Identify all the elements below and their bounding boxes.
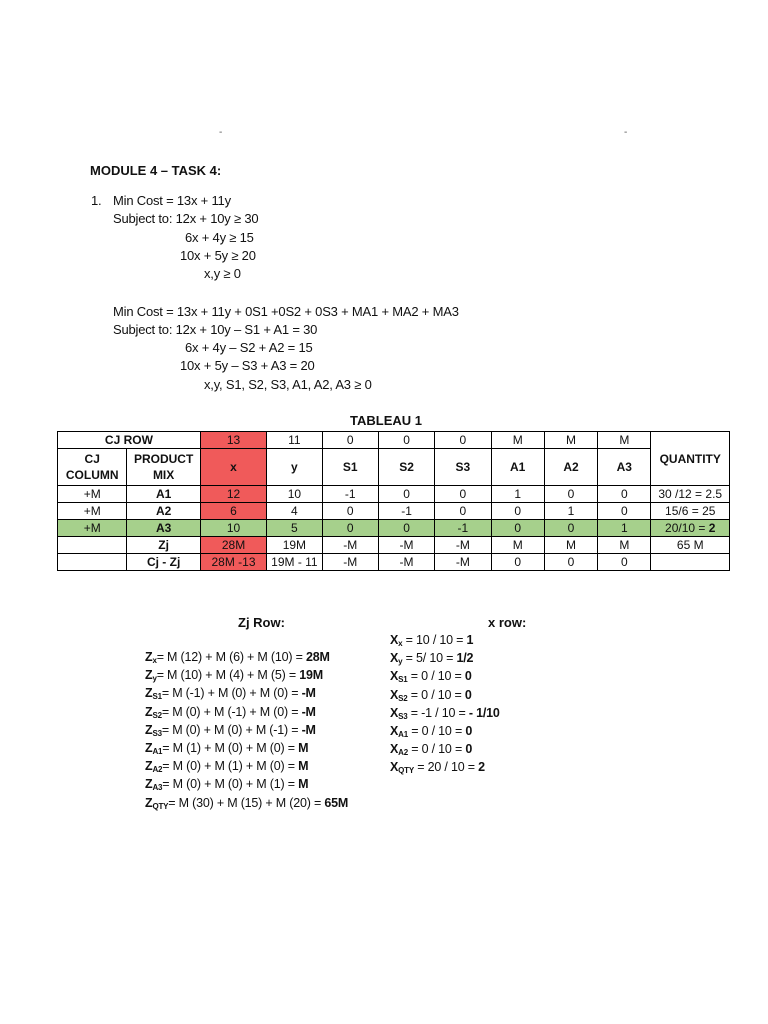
row-a3-x: 10	[200, 520, 266, 537]
y-header: y	[267, 449, 322, 486]
cjzj-a2: 0	[544, 554, 597, 571]
row-a1-a3: 0	[598, 486, 651, 503]
cj-s2: 0	[378, 432, 434, 449]
row-a3-quantity	[651, 520, 730, 537]
zj-equation-subscript: A1	[152, 747, 163, 757]
cjzj-s2: -M	[378, 554, 434, 571]
zj-equation-symbol: Z	[145, 759, 153, 774]
constraint-line-2: 6x + 4y ≥ 15	[185, 230, 254, 245]
zj-a2: M	[544, 537, 597, 554]
a1-header: A1	[491, 449, 544, 486]
x-row-equation-expression: = 0 / 10 =	[407, 742, 466, 757]
x-row-equation-symbol: X	[390, 669, 399, 684]
zj-equation-symbol: Z	[145, 704, 153, 719]
x-row-equation-result: 0	[465, 724, 473, 739]
x-row-equation-subscript: S1	[398, 675, 408, 685]
cj-a1: M	[491, 432, 544, 449]
row-a1-a2: 0	[544, 486, 597, 503]
cj-x: 13	[200, 432, 266, 449]
zj-equation-subscript: S2	[152, 710, 162, 720]
x-row-equation-expression: = 10 / 10 =	[402, 633, 467, 647]
header-mark-left: -	[219, 127, 223, 138]
zj-equation-result: 19M	[299, 668, 323, 683]
row-a2-mix: A2	[127, 503, 200, 520]
header-row	[58, 449, 730, 486]
row-a1-s3: 0	[435, 486, 491, 503]
s1-header: S1	[322, 449, 378, 486]
x-row-equations	[390, 632, 500, 778]
zj-equation-subscript: S3	[152, 728, 162, 738]
zj-equation-line	[145, 776, 348, 794]
cj-column-header: CJ COLUMN	[58, 449, 127, 486]
simplex-tableau	[57, 431, 730, 571]
cjzj-y: 19M - 11	[267, 554, 322, 571]
cjzj-s1: -M	[322, 554, 378, 571]
x-row-equation-symbol: X	[390, 705, 399, 720]
page-title: MODULE 4 – TASK 4:	[90, 163, 222, 178]
zj-equation-subscript: x	[152, 656, 157, 665]
zj-equation-line	[145, 722, 348, 740]
row-a2-s1: 0	[322, 503, 378, 520]
row-a2-x: 6	[200, 503, 266, 520]
row-a1-cj: +M	[58, 486, 127, 503]
constraint-line-1: Subject to: 12x + 10y ≥ 30	[113, 211, 259, 226]
x-section-title: x row:	[488, 615, 527, 630]
zj-s1: -M	[322, 537, 378, 554]
product-mix-header: PRODUCT MIX	[127, 449, 200, 486]
zj-equation-subscript: QTY	[152, 801, 169, 811]
zj-equation-line	[145, 704, 348, 722]
row-a3-s2: 0	[378, 520, 434, 537]
row-a1-y: 10	[267, 486, 322, 503]
zj-equation-subscript: A3	[152, 783, 163, 793]
a2-header: A2	[544, 449, 597, 486]
zj-equation-expression: = M (-1) + M (0) + M (0) =	[161, 686, 302, 701]
x-row-equation-result: - 1/10	[468, 705, 500, 720]
x-row-equation-subscript: A1	[398, 730, 408, 740]
x-row-equation-result: 0	[464, 669, 472, 684]
zj-equation-expression: = M (0) + M (0) + M (-1) =	[161, 722, 302, 737]
x-row-equation-symbol: X	[390, 687, 399, 702]
x-row-equation-symbol: X	[390, 633, 399, 647]
row-a3-mix: A3	[127, 520, 200, 537]
cj-s1: 0	[322, 432, 378, 449]
x-row-equation-result: 1/2	[456, 651, 474, 666]
x-row-equation-line	[390, 687, 500, 705]
zj-equation-subscript: A2	[152, 765, 163, 775]
zj-equation-subscript: S1	[152, 692, 162, 702]
x-row-equation-expression: = -1 / 10 =	[407, 705, 469, 720]
x-header: x	[200, 449, 266, 486]
zj-x: 28M	[200, 537, 266, 554]
row-a3-a3: 1	[598, 520, 651, 537]
x-row-equation-subscript: A2	[398, 748, 408, 758]
pivot-row	[58, 520, 730, 537]
standard-objective-line: Min Cost = 13x + 11y + 0S1 +0S2 + 0S3 + MA1 + MA2 + MA3	[113, 304, 459, 319]
cj-y: 11	[267, 432, 322, 449]
objective-line: Min Cost = 13x + 11y	[113, 193, 231, 208]
x-row-equation-line	[390, 650, 500, 668]
zj-equation-symbol: Z	[145, 650, 153, 664]
cjzj-a3: 0	[598, 554, 651, 571]
zj-equation-symbol: Z	[145, 795, 153, 810]
zj-equation-expression: = M (10) + M (4) + M (5) =	[156, 668, 300, 683]
row-a1-a1: 1	[491, 486, 544, 503]
constraint-line-3: 10x + 5y ≥ 20	[180, 248, 256, 263]
zj-s3: -M	[435, 537, 491, 554]
x-row-equation-line	[390, 632, 500, 650]
x-row-equation-expression: = 5/ 10 =	[402, 651, 457, 666]
x-row-equation-subscript: S2	[398, 693, 408, 703]
zj-equation-expression: = M (12) + M (6) + M (10) =	[156, 650, 306, 664]
zj-equation-result: M	[298, 777, 309, 792]
row-a2-a2: 1	[544, 503, 597, 520]
zj-y: 19M	[267, 537, 322, 554]
zj-equation-symbol: Z	[145, 668, 153, 683]
cjzj-a1: 0	[491, 554, 544, 571]
nonnegativity-line: x,y ≥ 0	[204, 266, 241, 281]
x-row-equation-symbol: X	[390, 651, 399, 666]
zj-a1: M	[491, 537, 544, 554]
zj-equation-symbol: Z	[145, 741, 153, 756]
zj-equation-line	[145, 685, 348, 703]
row-a3-a2: 0	[544, 520, 597, 537]
row-a1-s1: -1	[322, 486, 378, 503]
cj-s3: 0	[435, 432, 491, 449]
zj-equation-result: -M	[301, 704, 316, 719]
x-row-equation-subscript: S3	[398, 711, 408, 721]
zj-equation-result: M	[298, 759, 309, 774]
standard-constraint-1: Subject to: 12x + 10y – S1 + A1 = 30	[113, 322, 318, 337]
zj-equation-expression: = M (0) + M (1) + M (0) =	[162, 759, 299, 774]
cj-zj-row	[58, 554, 730, 571]
s3-header: S3	[435, 449, 491, 486]
x-row-equation-line	[390, 668, 500, 686]
zj-equation-subscript: y	[152, 674, 157, 684]
zj-label: Zj	[127, 537, 200, 554]
cjzj-s3: -M	[435, 554, 491, 571]
row-a2-a1: 0	[491, 503, 544, 520]
zj-equation-symbol: Z	[145, 686, 153, 701]
row-a1-mix: A1	[127, 486, 200, 503]
zj-equation-symbol: Z	[145, 777, 153, 792]
zj-equation-result: -M	[301, 722, 316, 737]
header-mark-right: -	[624, 127, 628, 138]
x-row-equation-result: 0	[465, 742, 473, 757]
x-row-equation-subscript: x	[398, 639, 403, 648]
table-row	[58, 486, 730, 503]
x-row-equation-line	[390, 759, 500, 777]
cjzj-x: 28M -13	[200, 554, 266, 571]
x-row-equation-expression: = 0 / 10 =	[407, 687, 465, 702]
row-a3-quantity-result: 2	[708, 521, 716, 535]
cjzj-blank	[58, 554, 127, 571]
row-a1-s2: 0	[378, 486, 434, 503]
row-a1-quantity: 30 /12 = 2.5	[651, 486, 730, 503]
x-row-equation-subscript: y	[398, 657, 403, 667]
s2-header: S2	[378, 449, 434, 486]
quantity-header: QUANTITY	[651, 432, 730, 486]
x-row-equation-line	[390, 705, 500, 723]
zj-equation-line	[145, 667, 348, 685]
cjzj-label: Cj - Zj	[127, 554, 200, 571]
cj-a3: M	[598, 432, 651, 449]
row-a2-s3: 0	[435, 503, 491, 520]
zj-equation-line	[145, 795, 348, 813]
cj-a2: M	[544, 432, 597, 449]
zj-equation-line	[145, 740, 348, 758]
x-row-equation-subscript: QTY	[398, 766, 414, 776]
row-a3-y: 5	[267, 520, 322, 537]
zj-equation-line	[145, 758, 348, 776]
row-a2-y: 4	[267, 503, 322, 520]
x-row-equation-expression: = 0 / 10 =	[407, 724, 466, 739]
standard-constraint-2: 6x + 4y – S2 + A2 = 15	[185, 340, 313, 355]
zj-equation-line	[145, 649, 348, 667]
row-a1-x: 12	[200, 486, 266, 503]
zj-equation-result: M	[298, 741, 309, 756]
row-a2-cj: +M	[58, 503, 127, 520]
problem-number: 1.	[91, 193, 102, 208]
row-a3-s1: 0	[322, 520, 378, 537]
row-a2-a3: 0	[598, 503, 651, 520]
zj-row	[58, 537, 730, 554]
cj-row	[58, 432, 730, 449]
x-row-equation-line	[390, 723, 500, 741]
x-row-equation-expression: = 0 / 10 =	[407, 669, 465, 684]
zj-section-title: Zj Row:	[238, 615, 285, 630]
a3-header: A3	[598, 449, 651, 486]
zj-equation-expression: = M (30) + M (15) + M (20) =	[168, 795, 325, 810]
x-row-equation-result: 1	[466, 633, 474, 647]
standard-nonnegativity: x,y, S1, S2, S3, A1, A2, A3 ≥ 0	[204, 377, 372, 392]
zj-quantity: 65 M	[651, 537, 730, 554]
zj-equation-result: -M	[301, 686, 316, 701]
row-a3-quantity-expr: 20/10 =	[665, 521, 709, 535]
x-row-equation-symbol: X	[390, 760, 399, 775]
row-a3-s3: -1	[435, 520, 491, 537]
x-row-equation-line	[390, 741, 500, 759]
x-row-equation-result: 0	[464, 687, 472, 702]
zj-equation-expression: = M (0) + M (0) + M (1) =	[162, 777, 299, 792]
zj-equation-expression: = M (0) + M (-1) + M (0) =	[161, 704, 302, 719]
zj-equation-result: 65M	[324, 795, 349, 810]
row-a2-s2: -1	[378, 503, 434, 520]
cj-row-label: CJ ROW	[58, 432, 201, 449]
zj-equation-symbol: Z	[145, 722, 153, 737]
zj-blank	[58, 537, 127, 554]
x-row-equation-symbol: X	[390, 742, 399, 757]
zj-a3: M	[598, 537, 651, 554]
standard-constraint-3: 10x + 5y – S3 + A3 = 20	[180, 358, 315, 373]
x-row-equation-expression: = 20 / 10 =	[414, 760, 479, 775]
zj-s2: -M	[378, 537, 434, 554]
row-a3-cj: +M	[58, 520, 127, 537]
cjzj-quantity	[651, 554, 730, 571]
row-a3-a1: 0	[491, 520, 544, 537]
row-a2-quantity: 15/6 = 25	[651, 503, 730, 520]
zj-equations	[145, 649, 348, 813]
table-row	[58, 503, 730, 520]
x-row-equation-result: 2	[478, 760, 485, 775]
zj-equation-result: 28M	[306, 650, 330, 664]
zj-equation-expression: = M (1) + M (0) + M (0) =	[162, 741, 299, 756]
x-row-equation-symbol: X	[390, 724, 399, 739]
tableau-title: TABLEAU 1	[350, 413, 422, 428]
